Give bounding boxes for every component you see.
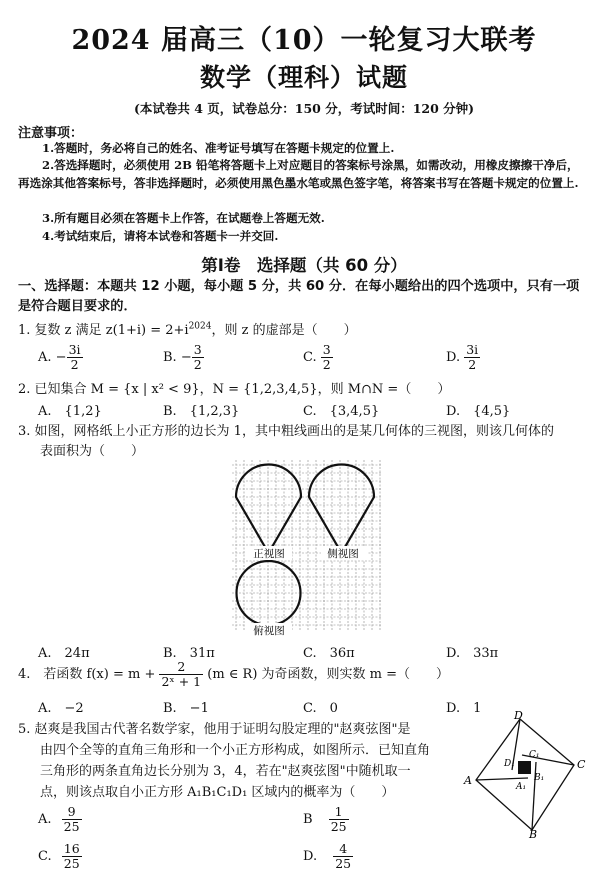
q1-stem-part-b: ，则 z 的虚部是（ ） xyxy=(211,323,357,338)
notice-item-2: 2.答选择题时，必须使用 2B 铅笔将答题卡上对应题目的答案标号涂黑，如需改动，用橡皮擦擦干净后，再选涂其他答案标号，答非选择题时，必须使用黑色墨水笔或黑色签字笔，将答案书写在答题卡规定的位置上. xyxy=(18,158,579,190)
question-2-stem: 2. 已知集合 M = {x | x² < 9}，N = {1,2,3,4,5}，则 M∩N =（ ） xyxy=(18,382,451,397)
question-3-stem-line1: 3. 如图，网格纸上小正方形的边长为 1，其中粗线画出的是某几何体的三视图，则该几何体的 xyxy=(18,424,554,439)
notice-heading: 注意事项： xyxy=(18,126,84,141)
question-5-stem-line4: 点，则该点取自小正方形 A₁B₁C₁D₁ 区域内的概率为（ ） xyxy=(40,785,395,800)
question-5-stem-line2: 由四个全等的直角三角形和一个小正方形构成，如图所示．已知直角 xyxy=(40,743,431,758)
option-fraction: $\frac{16}{25}$ xyxy=(63,841,80,871)
option-sign: − xyxy=(55,350,67,365)
q4-stem-part-a: 4. 若函数 f(x) = m + xyxy=(18,667,156,682)
label-A: A xyxy=(464,774,472,787)
label-D1: D₁ xyxy=(504,759,515,769)
q5-option-a[interactable] xyxy=(38,805,82,834)
q4-stem-part-b: (m ∈ R) 为奇函数，则实数 m =（ ） xyxy=(207,667,450,682)
question-5-stem-line3: 三角形的两条直角边长分别为 3，4，若在"赵爽弦图"中随机取一 xyxy=(40,764,411,779)
option-label: C. xyxy=(303,350,317,365)
q4-option-c[interactable]: C. 0 xyxy=(303,701,338,716)
option-label: D. xyxy=(446,350,461,365)
q1-exponent: 2024 xyxy=(188,321,212,332)
question-4-stem xyxy=(18,660,449,689)
q5-option-d[interactable] xyxy=(303,842,353,871)
q1-option-d[interactable] xyxy=(446,343,480,372)
option-label: A. xyxy=(38,812,52,827)
section-intro: 一、选择题：本题共 12 小题，每小题 5 分，共 60 分．在每小题给出的四个选项中，只有一项是符合题目要求的． xyxy=(18,279,580,314)
exam-subtitle: 数学（理科）试题 xyxy=(199,63,408,92)
question-1-stem xyxy=(18,319,357,338)
q3-option-c[interactable]: C. 36π xyxy=(303,646,355,661)
q5-option-c[interactable] xyxy=(38,842,82,871)
option-fraction: $\frac{9}{25}$ xyxy=(63,804,80,834)
q4-option-d[interactable]: D. 1 xyxy=(446,701,482,716)
notice-item-3: 3.所有题目必须在答题卡上作答，在试题卷上答题无效. xyxy=(42,211,325,225)
q4-option-a[interactable]: A. −2 xyxy=(38,701,84,716)
option-label: C. xyxy=(38,849,52,864)
option-fraction: $\frac{3}{2}$ xyxy=(193,342,202,372)
q2-option-b[interactable]: B. {1,2,3} xyxy=(163,404,240,419)
q2-option-a[interactable]: A. {1,2} xyxy=(38,404,102,419)
option-fraction: $\frac{4}{25}$ xyxy=(335,841,352,871)
label-A1: A₁ xyxy=(516,782,527,792)
q3-option-d[interactable]: D. 33π xyxy=(446,646,499,661)
front-view-label: 正视图 xyxy=(253,548,285,560)
question-3-stem-line2: 表面积为（ ） xyxy=(40,444,145,459)
q1-option-c[interactable] xyxy=(303,343,333,372)
option-label: B xyxy=(303,812,313,827)
side-view-label: 侧视图 xyxy=(327,548,359,560)
notice-item-4: 4.考试结束后，请将本试卷和答题卡一并交回. xyxy=(42,229,279,243)
q1-option-b[interactable] xyxy=(163,343,204,372)
label-C1: C₁ xyxy=(529,750,540,760)
q1-stem-part-a: 1. 复数 z 满足 z(1+i) = 2+i xyxy=(18,323,189,338)
question-5-stem-line1: 5. 赵爽是我国古代著名数学家，他用于证明勾股定理的"赵爽弦图"是 xyxy=(18,722,411,737)
option-label: B. xyxy=(163,350,177,365)
label-D: D xyxy=(514,710,523,722)
zhao-shuang-diagram xyxy=(462,710,592,838)
option-label: D. xyxy=(303,849,318,864)
top-view-label: 俯视图 xyxy=(253,625,285,637)
section-title: 第Ⅰ卷 选择题（共 60 分） xyxy=(201,256,407,275)
q1-option-a[interactable] xyxy=(38,343,83,372)
small-square xyxy=(518,761,531,774)
option-fraction: $\frac{3i}{2}$ xyxy=(466,342,479,372)
q2-option-d[interactable]: D. {4,5} xyxy=(446,404,511,419)
exam-title: 2024 届高三（10）一轮复习大联考 xyxy=(71,25,537,56)
option-fraction: $\frac{3i}{2}$ xyxy=(68,342,81,372)
option-fraction: $\frac{3}{2}$ xyxy=(322,342,331,372)
option-label: A. xyxy=(38,350,52,365)
option-sign: − xyxy=(180,350,192,365)
q3-option-b[interactable]: B. 31π xyxy=(163,646,215,661)
notice-item-1: 1.答题时，务必将自己的姓名、准考证号填写在答题卡规定的位置上. xyxy=(42,141,395,155)
exam-info: (本试卷共 4 页，试卷总分：150 分，考试时间：120 分钟) xyxy=(133,101,475,116)
q2-option-c[interactable]: C. {3,4,5} xyxy=(303,404,380,419)
q5-option-b[interactable] xyxy=(303,805,349,834)
label-B: B xyxy=(529,828,538,838)
front-view xyxy=(236,465,301,554)
option-fraction: $\frac{1}{25}$ xyxy=(330,804,347,834)
q4-fraction: $\frac{2}{\text{2ˣ + 1}}$ xyxy=(161,659,202,689)
three-view-figure xyxy=(232,460,384,640)
q4-option-b[interactable]: B. −1 xyxy=(163,701,209,716)
label-B1: B₁ xyxy=(534,773,545,783)
q3-option-a[interactable]: A. 24π xyxy=(38,646,90,661)
label-C: C xyxy=(577,758,586,771)
